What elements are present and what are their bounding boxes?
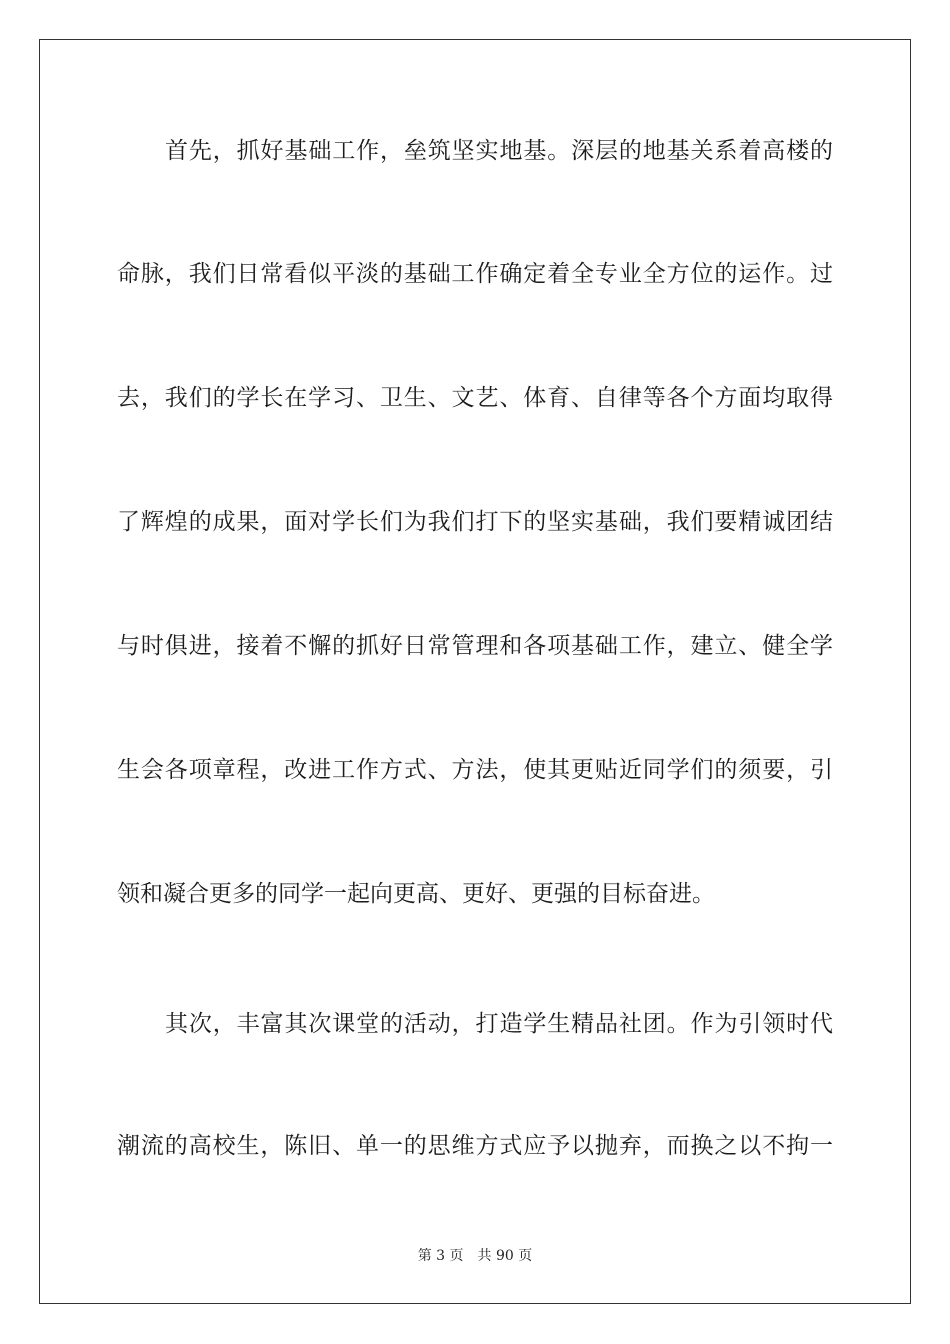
paragraph-1-line-2: 命脉，我们日常看似平淡的基础工作确定着全专业全方位的运作。过: [117, 261, 833, 287]
paragraph-2-line-1: 其次，丰富其次课堂的活动，打造学生精品社团。作为引领时代: [165, 1011, 833, 1037]
page-number: 第 3 页: [417, 1248, 464, 1264]
paragraph-1-line-7: 领和凝合更多的同学一起向更高、更好、更强的目标奋进。: [117, 881, 715, 907]
total-pages: 共 90 页: [477, 1248, 533, 1264]
paragraph-1-line-6: 生会各项章程，改进工作方式、方法，使其更贴近同学们的须要，引: [117, 757, 833, 783]
page-border: [39, 39, 911, 1304]
page-footer: [0, 1247, 950, 1265]
paragraph-2-line-2: 潮流的高校生，陈旧、单一的思维方式应予以抛弃，而换之以不拘一: [117, 1133, 833, 1159]
paragraph-1-line-4: 了辉煌的成果，面对学长们为我们打下的坚实基础，我们要精诚团结: [117, 509, 833, 535]
paragraph-1-line-3: 去，我们的学长在学习、卫生、文艺、体育、自律等各个方面均取得: [117, 385, 833, 411]
paragraph-1-line-1: 首先，抓好基础工作，垒筑坚实地基。深层的地基关系着高楼的: [165, 138, 833, 164]
paragraph-1-line-5: 与时俱进，接着不懈的抓好日常管理和各项基础工作，建立、健全学: [117, 633, 833, 659]
